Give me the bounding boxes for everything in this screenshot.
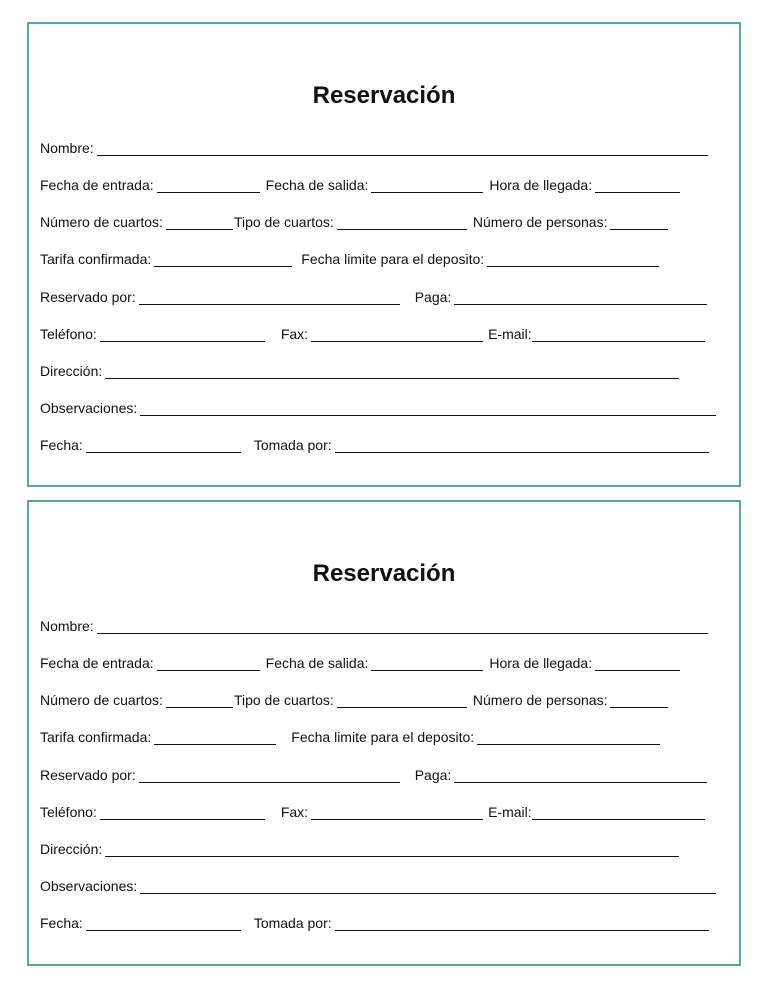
tomada-por-line[interactable] <box>335 438 709 453</box>
paga-label: Paga: <box>414 289 452 305</box>
numero-personas-label: Número de personas: <box>472 214 608 230</box>
fecha-line[interactable] <box>86 438 241 453</box>
fecha-entrada-field[interactable] <box>40 171 260 193</box>
fecha-limite-line[interactable] <box>487 252 659 267</box>
reservado-por-line[interactable] <box>139 290 400 305</box>
numero-cuartos-field[interactable] <box>40 686 233 708</box>
form-row <box>40 431 709 453</box>
form-row <box>40 649 680 671</box>
telefono-label: Teléfono: <box>40 326 97 342</box>
fecha-entrada-field[interactable] <box>40 649 260 671</box>
email-label: E-mail: <box>488 804 532 820</box>
form-row <box>40 761 707 783</box>
direccion-label: Dirección: <box>40 841 103 857</box>
numero-cuartos-label: Número de cuartos: <box>40 692 163 708</box>
fax-field[interactable] <box>281 798 483 820</box>
observaciones-label: Observaciones: <box>40 400 138 416</box>
direccion-line[interactable] <box>105 842 679 857</box>
tarifa-confirmada-label: Tarifa confirmada: <box>40 729 152 745</box>
form-row <box>40 357 679 379</box>
fax-label: Fax: <box>280 326 309 342</box>
telefono-field[interactable] <box>40 320 265 342</box>
reservado-por-label: Reservado por: <box>40 289 136 305</box>
telefono-label: Teléfono: <box>40 804 97 820</box>
nombre-label: Nombre: <box>40 140 94 156</box>
fecha-label: Fecha: <box>40 915 83 931</box>
fecha-limite-label: Fecha limite para el deposito: <box>301 251 485 267</box>
form-row <box>40 686 668 708</box>
email-label: E-mail: <box>488 326 532 342</box>
tipo-cuartos-field[interactable] <box>234 686 467 708</box>
fax-label: Fax: <box>280 804 309 820</box>
fecha-limite-label: Fecha limite para el deposito: <box>291 729 475 745</box>
tarifa-confirmada-line[interactable] <box>154 252 292 267</box>
telefono-line[interactable] <box>100 327 265 342</box>
tarifa-confirmada-field[interactable] <box>40 723 276 745</box>
fecha-limite-field[interactable] <box>301 245 659 267</box>
email-line[interactable] <box>532 327 705 342</box>
fecha-limite-field[interactable] <box>291 723 660 745</box>
fecha-salida-field[interactable] <box>266 649 484 671</box>
fax-field[interactable] <box>281 320 483 342</box>
fecha-salida-field[interactable] <box>266 171 484 193</box>
hora-llegada-field[interactable] <box>489 171 680 193</box>
form-row <box>40 835 679 857</box>
tarifa-confirmada-line[interactable] <box>154 730 276 745</box>
numero-cuartos-line[interactable] <box>166 215 233 230</box>
numero-personas-line[interactable] <box>610 215 668 230</box>
form-title: Reservación <box>312 560 456 587</box>
fecha-entrada-line[interactable] <box>157 178 260 193</box>
telefono-line[interactable] <box>100 805 265 820</box>
form-row <box>40 612 708 634</box>
observaciones-field[interactable] <box>40 872 716 894</box>
tipo-cuartos-label: Tipo de cuartos: <box>233 214 334 230</box>
form-title: Reservación <box>312 82 456 109</box>
fecha-label: Fecha: <box>40 437 83 453</box>
nombre-line[interactable] <box>97 619 708 634</box>
form-row <box>40 909 709 931</box>
tarifa-confirmada-field[interactable] <box>40 245 292 267</box>
observaciones-line[interactable] <box>140 879 716 894</box>
paga-line[interactable] <box>454 768 707 783</box>
nombre-field[interactable] <box>40 612 708 634</box>
email-field[interactable] <box>488 798 705 820</box>
paga-field[interactable] <box>415 283 708 305</box>
reservado-por-field[interactable] <box>40 761 400 783</box>
fecha-salida-label: Fecha de salida: <box>265 177 369 193</box>
numero-cuartos-line[interactable] <box>166 693 233 708</box>
nombre-label: Nombre: <box>40 618 94 634</box>
fecha-salida-line[interactable] <box>371 178 483 193</box>
fecha-salida-label: Fecha de salida: <box>265 655 369 671</box>
form-row <box>40 872 716 894</box>
tarifa-confirmada-label: Tarifa confirmada: <box>40 251 152 267</box>
numero-personas-field[interactable] <box>473 686 669 708</box>
tomada-por-line[interactable] <box>335 916 709 931</box>
reservation-form <box>27 500 741 966</box>
fecha-limite-line[interactable] <box>477 730 660 745</box>
direccion-label: Dirección: <box>40 363 103 379</box>
form-row <box>40 245 659 267</box>
direccion-field[interactable] <box>40 357 679 379</box>
form-row <box>40 134 708 156</box>
tomada-por-field[interactable] <box>254 431 709 453</box>
email-field[interactable] <box>488 320 705 342</box>
fecha-field[interactable] <box>40 431 241 453</box>
hora-llegada-label: Hora de llegada: <box>489 655 593 671</box>
reservado-por-field[interactable] <box>40 283 400 305</box>
form-row <box>40 320 705 342</box>
tipo-cuartos-field[interactable] <box>234 208 467 230</box>
tipo-cuartos-line[interactable] <box>337 215 467 230</box>
tipo-cuartos-label: Tipo de cuartos: <box>233 692 334 708</box>
numero-personas-field[interactable] <box>473 208 669 230</box>
fecha-salida-line[interactable] <box>371 656 483 671</box>
reservado-por-line[interactable] <box>139 768 400 783</box>
observaciones-label: Observaciones: <box>40 878 138 894</box>
form-row <box>40 798 705 820</box>
fecha-field[interactable] <box>40 909 241 931</box>
hora-llegada-field[interactable] <box>489 649 680 671</box>
form-row <box>40 283 707 305</box>
tomada-por-label: Tomada por: <box>253 437 332 453</box>
numero-cuartos-field[interactable] <box>40 208 233 230</box>
tomada-por-field[interactable] <box>254 909 709 931</box>
numero-cuartos-label: Número de cuartos: <box>40 214 163 230</box>
observaciones-field[interactable] <box>40 394 716 416</box>
numero-personas-label: Número de personas: <box>472 692 608 708</box>
fecha-entrada-label: Fecha de entrada: <box>40 177 154 193</box>
hora-llegada-line[interactable] <box>595 656 680 671</box>
tomada-por-label: Tomada por: <box>253 915 332 931</box>
numero-personas-line[interactable] <box>610 693 668 708</box>
nombre-field[interactable] <box>40 134 708 156</box>
paga-line[interactable] <box>454 290 707 305</box>
direccion-field[interactable] <box>40 835 679 857</box>
hora-llegada-line[interactable] <box>595 178 680 193</box>
telefono-field[interactable] <box>40 798 265 820</box>
observaciones-line[interactable] <box>140 401 716 416</box>
email-line[interactable] <box>532 805 705 820</box>
reservado-por-label: Reservado por: <box>40 767 136 783</box>
form-row <box>40 171 680 193</box>
nombre-line[interactable] <box>97 141 708 156</box>
form-row <box>40 723 660 745</box>
hora-llegada-label: Hora de llegada: <box>489 177 593 193</box>
paga-label: Paga: <box>414 767 452 783</box>
fax-line[interactable] <box>311 805 483 820</box>
form-row <box>40 394 716 416</box>
direccion-line[interactable] <box>105 364 679 379</box>
reservation-form <box>27 22 741 487</box>
form-row <box>40 208 668 230</box>
paga-field[interactable] <box>415 761 708 783</box>
fax-line[interactable] <box>311 327 483 342</box>
fecha-entrada-line[interactable] <box>157 656 260 671</box>
tipo-cuartos-line[interactable] <box>337 693 467 708</box>
fecha-entrada-label: Fecha de entrada: <box>40 655 154 671</box>
fecha-line[interactable] <box>86 916 241 931</box>
